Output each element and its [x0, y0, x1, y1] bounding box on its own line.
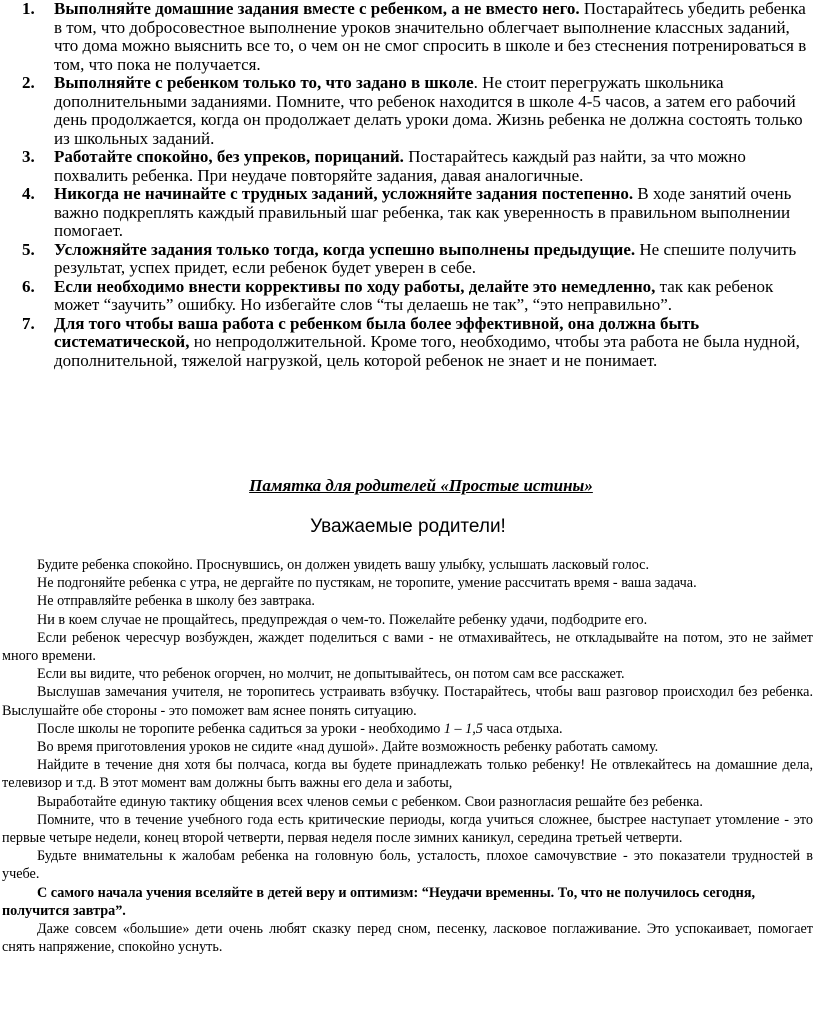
item-body: . Не стоит перегружать школьника дополнительными заданиями. Помните, что ребенок находится в школе 4-5 часов, а затем его рабочий день продолжается, когда он продолжает делать уроки дома. Жизнь ребенка не должна состоять только из школьных заданий. [54, 73, 803, 148]
tip-paragraph: Не отправляйте ребенка в школу без завтрака. [37, 593, 315, 610]
recommendation-item [22, 0, 814, 74]
item-number: 4. [22, 184, 35, 203]
item-heading: Если необходимо внести коррективы по ходу работы, делайте это немедленно, [54, 276, 656, 296]
recommendation-item [22, 74, 814, 148]
item-body: так как ребенок может “заучить” ошибку. Но избегайте слов “ты делаешь не так”, “это неправильно”. [54, 276, 774, 314]
item-text [54, 148, 814, 185]
item-body: Не спешите получить результат, успех придет, если ребенок будет уверен в себе. [54, 239, 797, 277]
item-number: 2. [22, 73, 35, 92]
tip-text: часа отдыха. [482, 720, 563, 737]
tip-paragraph: Если вы видите, что ребенок огорчен, но молчит, не допытывайтесь, он потом сам все расскажет. [37, 666, 625, 683]
item-text [54, 241, 814, 278]
item-number: 1. [22, 0, 35, 18]
tip-paragraph: Если ребенок чересчур возбужден, жаждет поделиться с вами - не отмахивайтесь, не откладывайте на потом, это не займет много времени. [2, 629, 813, 665]
item-heading: Усложняйте задания только тогда, когда успешно выполнены предыдущие. [54, 239, 636, 259]
recommendation-item [22, 148, 814, 185]
tip-text: После школы не торопите ребенка садиться за уроки - необходимо [37, 720, 444, 737]
item-text [54, 185, 814, 241]
recommendations-list [22, 0, 814, 370]
tip-paragraph-bold: С самого начала учения вселяйте в детей веру и оптимизм: “Неудачи временны. То, что не получилось сегодня, получится завтра”. [2, 884, 756, 919]
item-body: Постарайтесь каждый раз найти, за что можно похвалить ребенка. При неудаче повторяйте задания, давая аналогичные. [54, 147, 746, 185]
tip-paragraph: Не подгоняйте ребенка с утра, не дергайте по пустякам, не торопите, умение рассчитать время - ваша задача. [37, 575, 697, 592]
tip-paragraph: Выслушав замечания учителя, не торопитесь устраивать взбучку. Постарайтесь, чтобы ваш разговор происходил без ребенка. Выслушайте обе стороны - это поможет вам яснее понять ситуацию. [2, 684, 813, 719]
item-body: Постарайтесь убедить ребенка в том, что добросовестное выполнение уроков значительно облегчает выполнение классных заданий, что дома можно выяснить все то, о чем он не смог спросить в школе и без стеснения потренироваться в том, что пока не получается. [54, 0, 807, 74]
tips-section [2, 556, 813, 956]
greeting: Уважаемые родители! [310, 516, 506, 537]
item-heading: Работайте спокойно, без упреков, порицаний. [54, 147, 404, 166]
item-heading: Никогда не начинайте с трудных заданий, усложняйте задания постепенно. [54, 184, 634, 203]
tip-paragraph: Во время приготовления уроков не сидите «над душой». Дайте возможность ребенку работать самому. [37, 739, 659, 756]
item-number: 5. [22, 239, 35, 259]
item-text [54, 0, 814, 74]
recommendation-item [22, 185, 814, 241]
item-text [54, 315, 814, 371]
tip-paragraph: Ни в коем случае не прощайтесь, предупреждая о чем-то. Пожелайте ребенку удачи, подбодрите его. [37, 611, 648, 628]
tip-paragraph: Будите ребенка спокойно. Проснувшись, он должен увидеть вашу улыбку, услышать ласковый голос. [37, 557, 650, 573]
tip-paragraph: Выработайте единую тактику общения всех членов семьи с ребенком. Свои разногласия решайте без ребенка. [37, 793, 703, 810]
item-number: 3. [22, 147, 35, 166]
recommendation-item [22, 278, 814, 315]
item-text [54, 74, 814, 148]
tip-paragraph: Найдите в течение дня хотя бы полчаса, когда вы будете принадлежать только ребенку! Не отвлекайтесь на домашние дела, телевизор и т.д. В этот момент вам должны быть важны его дела и заботы, [2, 757, 813, 792]
recommendation-item [22, 315, 814, 371]
recommendation-item [22, 241, 814, 278]
rest-duration: 1 – 1,5 [443, 720, 483, 737]
item-heading: Выполняйте домашние задания вместе с ребенком, а не вместо него. [54, 0, 580, 18]
tip-paragraph: Будьте внимательны к жалобам ребенка на головную боль, усталость, плохое самочувствие - это показатели трудностей в учебе. [2, 848, 813, 883]
tip-paragraph: Помните, что в течение учебного года есть критические периоды, когда учиться сложнее, быстрее наступает утомление - это первые четыре недели, конец второй четверти, первая неделя после зимних каникул, середина третьей четверти. [2, 811, 813, 847]
memo-title: Памятка для родителей «Простые истины» [249, 476, 593, 495]
item-text [54, 278, 814, 315]
tip-paragraph: Даже совсем «большие» дети очень любят сказку перед сном, песенку, ласковое поглаживание. Это успокаивает, помогает снять напряжение, спокойно уснуть. [2, 921, 813, 956]
item-number: 7. [22, 313, 35, 333]
item-heading: Для того чтобы ваша работа с ребенком была более эффективной, она должна быть систематической, [54, 313, 700, 351]
item-body: В ходе занятий очень важно подкреплять каждый правильный шаг ребенка, так как уверенность в правильном выполнении помогает. [54, 184, 792, 240]
item-number: 6. [22, 276, 35, 296]
item-body: но непродолжительной. Кроме того, необходимо, чтобы эта работа не была нудной, дополнительной, тяжелой нагрузкой, цель которой ребенок не знает и не понимает. [54, 332, 800, 370]
tip-paragraph [2, 720, 813, 738]
item-heading: Выполняйте с ребенком только то, что задано в школе [54, 73, 474, 92]
